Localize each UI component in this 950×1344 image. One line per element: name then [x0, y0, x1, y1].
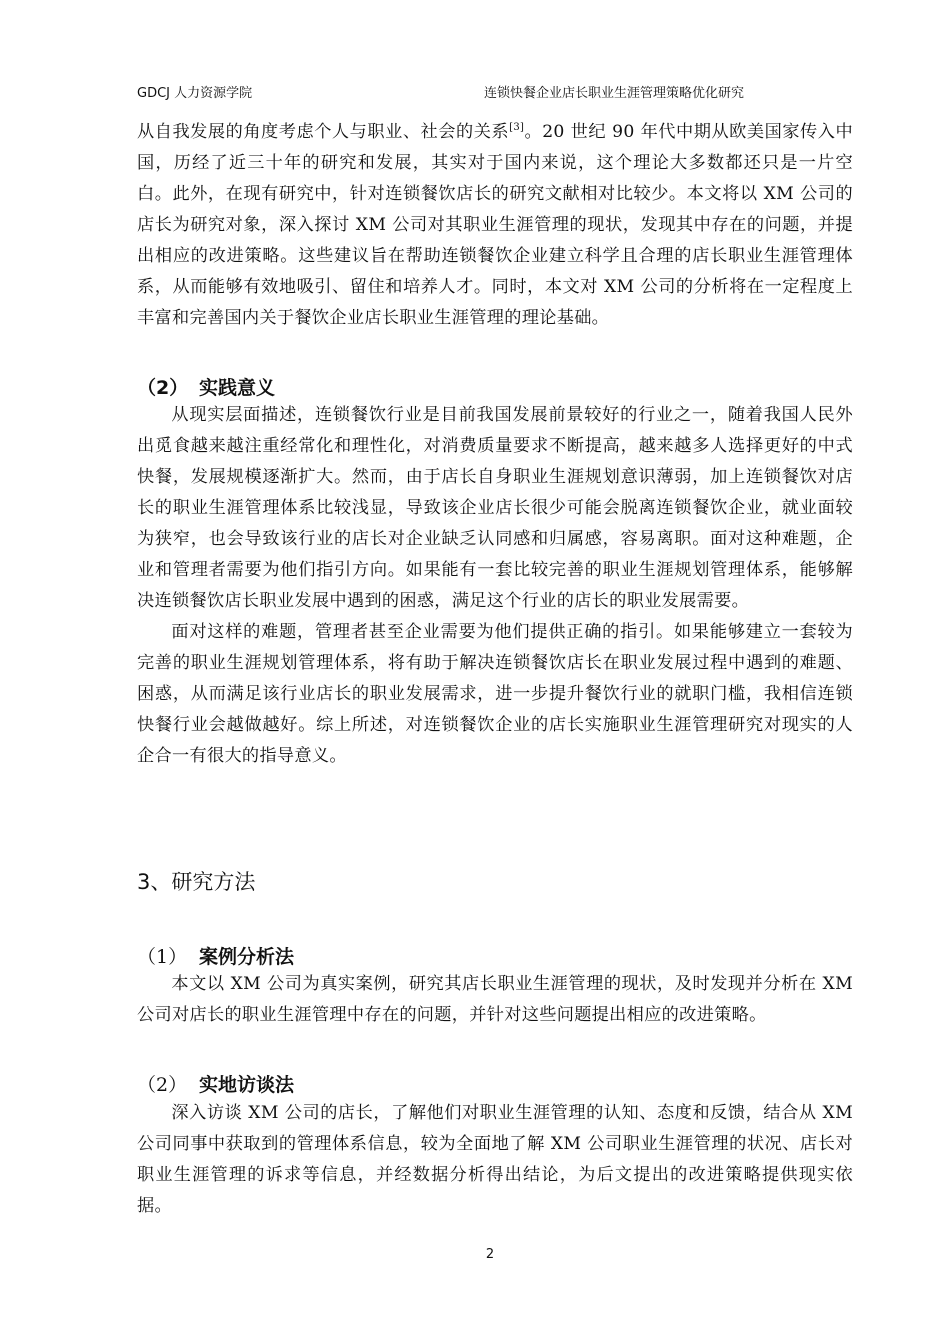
subheading-title: 实地访谈法	[199, 1074, 295, 1096]
subheading-title: 实践意义	[199, 377, 276, 399]
header-institution: GDCJ 人力资源学院	[137, 86, 253, 101]
citation-marker: [3]	[509, 122, 525, 133]
intro-text-rest: 。20 世纪 90 年代中期从欧美国家传入中国，历经了近三十年的研究和发展，其实对于国内来说，这个理论大多数都还只是一片空白。此外，在现有研究中，针对连锁餐饮店长的研究文献相对比较少。本文将以 XM 公司的店长为研究对象，深入探讨 XM 公司对其职业生涯管理的现状，发现其中存在的问题，并提出相应的改进策略。这些建议旨在帮助连锁餐饮企业建立科学且合理的店长职业生涯管理体系，从而能够有效地吸引、留住和培养人才。同时，本文对 XM 公司的分析将在一定程度上丰富和完善国内关于餐饮企业店长职业生涯管理的理论基础。	[137, 122, 853, 328]
subheading-field-interview	[137, 1070, 294, 1097]
subheading-number: （2）	[137, 377, 189, 399]
intro-paragraph-block	[137, 117, 853, 334]
subheading-number: （1）	[137, 946, 188, 968]
case-analysis-body	[137, 969, 853, 1031]
paragraph: 从现实层面描述，连锁餐饮行业是目前我国发展前景较好的行业之一，随着我国人民外出觅食越来越注重经常化和理性化，对消费质量要求不断提高，越来越多人选择更好的中式快餐，发展规模逐渐扩大。然而，由于店长自身职业生涯规划意识薄弱，加上连锁餐饮对店长的职业生涯管理体系比较浅显，导致该企业店长很少可能会脱离连锁餐饮企业，就业面较为狭窄，也会导致该行业的店长对企业缺乏认同感和归属感，容易离职。面对这种难题，企业和管理者需要为他们指引方向。如果能有一套比较完善的职业生涯规划管理体系，能够解决连锁餐饮店长职业发展中遇到的困惑，满足这个行业的店长的职业发展需要。	[137, 405, 853, 611]
subheading-case-analysis	[137, 942, 294, 969]
subheading-number: （2）	[137, 1074, 188, 1096]
practical-significance-body	[137, 400, 853, 772]
subheading-title: 案例分析法	[199, 946, 295, 968]
page-header	[137, 82, 837, 102]
field-interview-body	[137, 1098, 853, 1222]
page-number: 2	[485, 1247, 495, 1262]
paragraph: 面对这样的难题，管理者甚至企业需要为他们提供正确的指引。如果能够建立一套较为完善的职业生涯规划管理体系，将有助于解决连锁餐饮店长在职业发展过程中遇到的难题、困惑，从而满足该行业店长的职业发展需求，进一步提升餐饮行业的就职门槛，我相信连锁快餐行业会越做越好。综上所述，对连锁餐饮企业的店长实施职业生涯管理研究对现实的人企合一有很大的指导意义。	[137, 622, 853, 766]
header-paper-title: 连锁快餐企业店长职业生涯管理策略优化研究	[484, 86, 745, 101]
paragraph: 本文以 XM 公司为真实案例，研究其店长职业生涯管理的现状，及时发现并分析在 XM 公司对店长的职业生涯管理中存在的问题，并针对这些问题提出相应的改进策略。	[137, 974, 853, 1025]
intro-text-start: 从自我发展的角度考虑个人与职业、社会的关系	[137, 122, 510, 142]
subheading-practical-significance	[137, 373, 275, 400]
paragraph: 深入访谈 XM 公司的店长，了解他们对职业生涯管理的认知、态度和反馈，结合从 XM 公司同事中获取到的管理体系信息，较为全面地了解 XM 公司职业生涯管理的状况、店长对职业生涯管理的诉求等信息，并经数据分析得出结论，为后文提出的改进策略提供现实依据。	[137, 1103, 853, 1216]
intro-paragraph	[137, 117, 853, 334]
section-title: 3、研究方法	[137, 870, 256, 894]
